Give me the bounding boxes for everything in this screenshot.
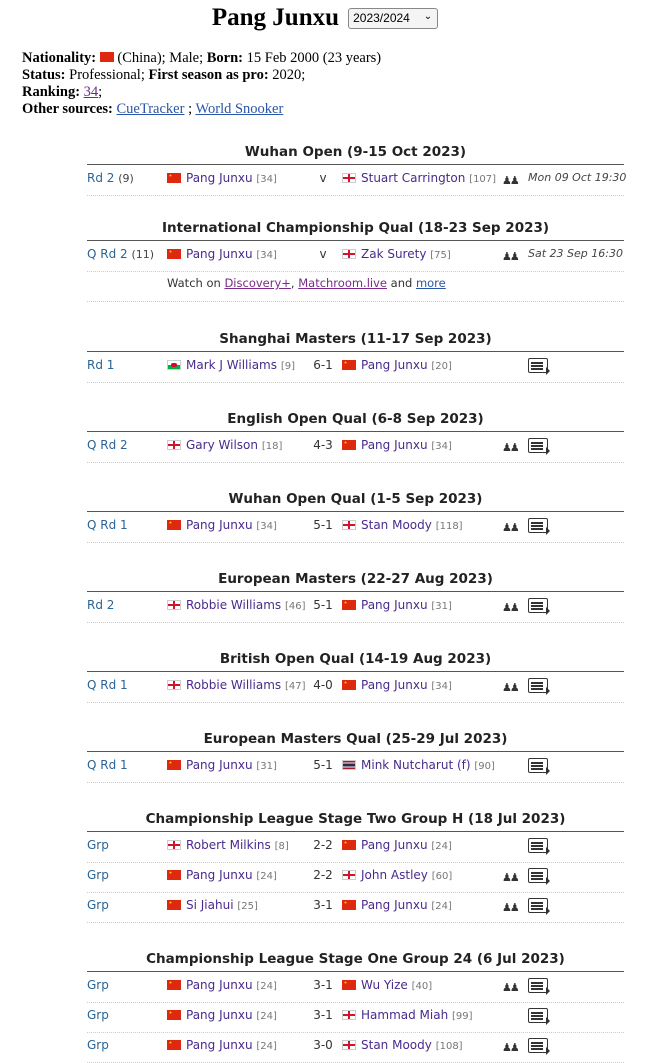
china-flag-icon <box>342 440 356 450</box>
head-to-head-icon[interactable]: ♟♟ <box>502 441 518 454</box>
china-flag-icon <box>167 249 181 259</box>
player-one-rank: [47] <box>284 681 306 692</box>
match-score[interactable]: 4-0 <box>313 678 333 692</box>
player-one <box>167 838 289 852</box>
player-one-link[interactable]: Pang Junxu <box>186 978 253 992</box>
head-to-head-icon[interactable]: ♟♟ <box>502 521 518 534</box>
head-to-head-icon[interactable]: ♟♟ <box>502 1041 518 1054</box>
player-one <box>167 978 277 992</box>
info-line-status <box>22 67 381 84</box>
player-two-rank: [31] <box>431 601 452 612</box>
player-two-rank: [24] <box>431 841 452 852</box>
born-label: Born: <box>206 50 244 66</box>
match-score[interactable]: 6-1 <box>313 358 333 372</box>
player-one-link[interactable]: Robert Milkins <box>186 838 271 852</box>
player-two <box>342 758 495 772</box>
discovery-link[interactable]: Discovery+ <box>224 276 291 290</box>
cuetracker-link[interactable]: CueTracker <box>116 101 185 117</box>
chevron-down-icon: ⌄ <box>423 10 433 22</box>
match-row <box>87 832 624 863</box>
season-select[interactable] <box>348 8 438 29</box>
player-two-rank: [34] <box>431 441 452 452</box>
player-one-rank: [9] <box>280 361 295 372</box>
player-one-rank: [8] <box>274 841 289 852</box>
china-flag-icon <box>342 840 356 850</box>
match-row <box>87 892 624 923</box>
tournament-title: International Championship Qual (18-23 Sep 2023) <box>161 220 550 236</box>
ranking-link[interactable]: 34 <box>83 84 99 100</box>
match-row <box>87 862 624 893</box>
match-row <box>87 432 624 463</box>
player-two-rank: [20] <box>431 361 452 372</box>
player-one <box>167 1038 277 1052</box>
player-info <box>22 50 381 118</box>
round-link[interactable] <box>87 358 114 372</box>
round-link[interactable] <box>87 978 109 992</box>
player-one-rank: [46] <box>284 601 306 612</box>
player-one-link[interactable]: Mark J Williams <box>186 358 277 372</box>
player-two <box>342 1008 473 1022</box>
match-score[interactable]: 5-1 <box>313 758 333 772</box>
player-two-rank: [99] <box>452 1011 473 1022</box>
player-two-link[interactable]: Stuart Carrington <box>361 171 466 185</box>
player-one-rank: [18] <box>261 441 283 452</box>
head-to-head-icon[interactable]: ♟♟ <box>502 901 518 914</box>
round-label: Q Rd 2 <box>87 438 128 452</box>
player-two-link[interactable]: Pang Junxu <box>361 898 428 912</box>
round-label: Q Rd 1 <box>87 758 128 772</box>
player-one-link[interactable]: Si Jiahui <box>186 898 234 912</box>
china-flag-icon <box>167 1010 181 1020</box>
round-link[interactable] <box>87 171 134 185</box>
tournament-title: European Masters (22-27 Aug 2023) <box>218 571 493 587</box>
england-flag-icon <box>342 870 356 880</box>
round-link[interactable] <box>87 1038 109 1052</box>
player-one-link[interactable]: Pang Junxu <box>186 171 253 185</box>
match-row <box>87 1032 624 1063</box>
england-flag-icon <box>167 840 181 850</box>
player-two-rank: [40] <box>411 981 433 992</box>
england-flag-icon <box>167 440 181 450</box>
wales-flag-icon <box>167 360 181 370</box>
player-two-link[interactable]: Hammad Miah <box>361 1008 449 1022</box>
china-flag-icon <box>342 900 356 910</box>
player-one-rank: [24] <box>256 981 277 992</box>
frame-scores-icon[interactable] <box>528 438 548 453</box>
player-one <box>167 438 282 452</box>
round-label: Grp <box>87 978 109 992</box>
round-label: Rd 2 <box>87 598 115 612</box>
match-score[interactable]: 3-1 <box>313 898 333 912</box>
match-score[interactable]: 2-2 <box>313 838 333 852</box>
sources-separator: ; <box>188 101 193 117</box>
player-one <box>167 868 277 882</box>
england-flag-icon <box>342 1010 356 1020</box>
watch-separator: , <box>290 276 295 290</box>
player-two <box>342 171 496 185</box>
player-one <box>167 171 277 185</box>
status-value: Professional; <box>69 67 145 83</box>
china-flag-icon <box>342 360 356 370</box>
match-score[interactable]: 2-2 <box>313 868 333 882</box>
match-score[interactable]: 3-1 <box>313 1008 333 1022</box>
first-season-value: 2020; <box>272 67 306 83</box>
england-flag-icon <box>167 600 181 610</box>
info-line-sources <box>22 101 381 118</box>
frame-scores-icon[interactable] <box>528 838 548 853</box>
player-two-rank: [107] <box>469 174 497 185</box>
round-label: Grp <box>87 868 109 882</box>
round-label: Q Rd 2 <box>87 247 128 261</box>
tournament-title: English Open Qual (6-8 Sep 2023) <box>227 411 484 427</box>
player-one <box>167 358 295 372</box>
nationality-value: (China); Male; <box>117 50 204 66</box>
player-one-rank: [34] <box>256 174 277 185</box>
player-two <box>342 978 432 992</box>
player-two <box>342 898 452 912</box>
china-flag-icon <box>342 680 356 690</box>
season-select-value: 2023/2024 <box>353 10 410 25</box>
ranking-suffix: ; <box>98 84 103 100</box>
match-score: v <box>319 247 327 261</box>
page-title: Pang Junxu <box>211 4 340 31</box>
player-two-link[interactable]: John Astley <box>361 868 428 882</box>
player-one <box>167 758 277 772</box>
player-two-link[interactable]: Wu Yize <box>361 978 408 992</box>
match-row <box>87 241 624 272</box>
round-label: Q Rd 1 <box>87 518 128 532</box>
player-one-link[interactable]: Pang Junxu <box>186 868 253 882</box>
matchroom-link[interactable]: Matchroom.live <box>298 276 387 290</box>
china-flag-icon <box>167 173 181 183</box>
world-snooker-link[interactable]: World Snooker <box>195 101 284 117</box>
player-one-link[interactable]: Pang Junxu <box>186 1038 253 1052</box>
watch-divider <box>87 273 624 302</box>
player-two-link[interactable]: Pang Junxu <box>361 678 428 692</box>
head-to-head-icon[interactable]: ♟♟ <box>502 174 518 187</box>
match-row <box>87 672 624 703</box>
player-one <box>167 598 306 612</box>
match-row <box>87 512 624 543</box>
player-one-rank: [34] <box>256 521 277 532</box>
round-link[interactable] <box>87 518 128 532</box>
player-two-rank: [118] <box>435 521 463 532</box>
england-flag-icon <box>342 173 356 183</box>
player-one-link[interactable]: Robbie Williams <box>186 678 282 692</box>
player-two-rank: [75] <box>430 250 451 261</box>
match-row <box>87 352 624 383</box>
info-line-nationality <box>22 50 381 67</box>
round-label: Grp <box>87 1038 109 1052</box>
china-flag-icon <box>342 980 356 990</box>
match-datetime: Mon 09 Oct 19:30 <box>528 171 627 184</box>
player-one-rank: [24] <box>256 1011 277 1022</box>
player-two <box>342 358 452 372</box>
china-flag-icon <box>167 870 181 880</box>
round-link[interactable] <box>87 438 128 452</box>
china-flag-icon <box>342 600 356 610</box>
round-label: Grp <box>87 838 109 852</box>
tournament-title: British Open Qual (14-19 Aug 2023) <box>219 651 492 667</box>
frame-scores-icon[interactable] <box>528 598 548 613</box>
player-two-rank: [60] <box>431 871 453 882</box>
round-link[interactable] <box>87 758 128 772</box>
nationality-label: Nationality: <box>22 50 97 66</box>
player-one-link[interactable]: Pang Junxu <box>186 247 253 261</box>
round-label: Q Rd 1 <box>87 678 128 692</box>
frame-scores-icon[interactable] <box>528 978 548 993</box>
frame-scores-icon[interactable] <box>528 1008 548 1023</box>
match-number: (11) <box>131 248 155 261</box>
china-flag-icon <box>167 980 181 990</box>
more-link[interactable]: more <box>415 276 446 290</box>
tournament-title: Shanghai Masters (11-17 Sep 2023) <box>219 331 492 347</box>
tournament-title: Wuhan Open Qual (1-5 Sep 2023) <box>228 491 483 507</box>
player-one-rank: [24] <box>256 1041 277 1052</box>
player-two <box>342 438 452 452</box>
player-two-rank: [34] <box>431 681 452 692</box>
tournament-title: Championship League Stage One Group 24 (6 Jul 2023) <box>146 951 565 967</box>
frame-scores-icon[interactable] <box>528 678 548 693</box>
player-two <box>342 247 451 261</box>
player-one <box>167 247 277 261</box>
player-two-link[interactable]: Stan Moody <box>361 518 432 532</box>
player-two-link[interactable]: Pang Junxu <box>361 838 428 852</box>
frame-scores-icon[interactable] <box>528 518 548 533</box>
match-score[interactable]: 5-1 <box>313 518 333 532</box>
player-one-rank: [24] <box>256 871 277 882</box>
watch-prefix: Watch on <box>167 276 221 290</box>
round-link[interactable] <box>87 678 128 692</box>
status-label: Status: <box>22 67 66 83</box>
player-two-rank: [108] <box>435 1041 463 1052</box>
match-score[interactable]: 3-1 <box>313 978 333 992</box>
ranking-label: Ranking: <box>22 84 81 100</box>
player-one-link[interactable]: Pang Junxu <box>186 518 253 532</box>
china-flag-icon <box>100 52 114 62</box>
page-header <box>0 4 650 32</box>
match-row <box>87 165 627 196</box>
match-row <box>87 752 624 783</box>
round-label: Rd 1 <box>87 358 115 372</box>
match-score[interactable]: 3-0 <box>313 1038 333 1052</box>
tournament-title: Wuhan Open (9-15 Oct 2023) <box>244 144 467 160</box>
player-one <box>167 518 277 532</box>
round-label: Grp <box>87 898 109 912</box>
watch-and: and <box>390 276 413 290</box>
player-two-link[interactable]: Stan Moody <box>361 1038 432 1052</box>
sources-label: Other sources: <box>22 101 113 117</box>
match-score[interactable]: 5-1 <box>313 598 333 612</box>
frame-scores-icon[interactable] <box>528 358 548 373</box>
player-one <box>167 1008 277 1022</box>
match-score[interactable]: 4-3 <box>313 438 333 452</box>
head-to-head-icon[interactable]: ♟♟ <box>502 981 518 994</box>
china-flag-icon <box>167 1040 181 1050</box>
thailand-flag-icon <box>342 760 356 770</box>
player-two <box>342 838 452 852</box>
head-to-head-icon[interactable]: ♟♟ <box>502 601 518 614</box>
player-one-link[interactable]: Pang Junxu <box>186 758 253 772</box>
head-to-head-icon[interactable]: ♟♟ <box>502 681 518 694</box>
round-link[interactable] <box>87 838 109 852</box>
player-two-link[interactable]: Pang Junxu <box>361 358 428 372</box>
born-value: 15 Feb 2000 (23 years) <box>246 50 382 66</box>
match-row <box>87 972 624 1003</box>
england-flag-icon <box>342 249 356 259</box>
frame-scores-icon[interactable] <box>528 1038 548 1053</box>
frame-scores-icon[interactable] <box>528 758 548 773</box>
player-one-link[interactable]: Robbie Williams <box>186 598 282 612</box>
player-two <box>342 678 452 692</box>
player-two-link[interactable]: Mink Nutcharut (f) <box>361 758 471 772</box>
match-number: (9) <box>118 172 134 185</box>
player-one <box>167 678 306 692</box>
round-label: Grp <box>87 1008 109 1022</box>
frame-scores-icon[interactable] <box>528 898 548 913</box>
player-one-link[interactable]: Gary Wilson <box>186 438 258 452</box>
player-one-rank: [34] <box>256 250 277 261</box>
tournament-title: Championship League Stage Two Group H (18 Jul 2023) <box>145 811 566 827</box>
player-two <box>342 518 463 532</box>
player-two-link[interactable]: Pang Junxu <box>361 598 428 612</box>
match-row <box>87 592 624 623</box>
round-link[interactable] <box>87 1008 109 1022</box>
player-one-rank: [31] <box>256 761 277 772</box>
china-flag-icon <box>167 900 181 910</box>
match-datetime: Sat 23 Sep 16:30 <box>528 247 623 260</box>
head-to-head-icon[interactable]: ♟♟ <box>502 871 518 884</box>
player-one <box>167 898 258 912</box>
player-two <box>342 868 452 882</box>
round-link[interactable] <box>87 247 154 261</box>
round-link[interactable] <box>87 898 109 912</box>
tournament-title: European Masters Qual (25-29 Jul 2023) <box>203 731 508 747</box>
info-line-ranking <box>22 84 381 101</box>
match-score: v <box>319 171 327 185</box>
match-row <box>87 1002 624 1033</box>
head-to-head-icon[interactable]: ♟♟ <box>502 250 518 263</box>
england-flag-icon <box>342 1040 356 1050</box>
player-two-link[interactable]: Pang Junxu <box>361 438 428 452</box>
round-label: Rd 2 <box>87 171 115 185</box>
player-two <box>342 598 452 612</box>
china-flag-icon <box>167 520 181 530</box>
player-two <box>342 1038 463 1052</box>
frame-scores-icon[interactable] <box>528 868 548 883</box>
player-one-link[interactable]: Pang Junxu <box>186 1008 253 1022</box>
first-season-label: First season as pro: <box>148 67 269 83</box>
player-two-rank: [24] <box>431 901 452 912</box>
player-one-rank: [25] <box>237 901 258 912</box>
england-flag-icon <box>342 520 356 530</box>
round-link[interactable] <box>87 868 109 882</box>
round-link[interactable] <box>87 598 114 612</box>
player-two-link[interactable]: Zak Surety <box>361 247 427 261</box>
england-flag-icon <box>167 680 181 690</box>
player-two-rank: [90] <box>474 761 495 772</box>
china-flag-icon <box>167 760 181 770</box>
